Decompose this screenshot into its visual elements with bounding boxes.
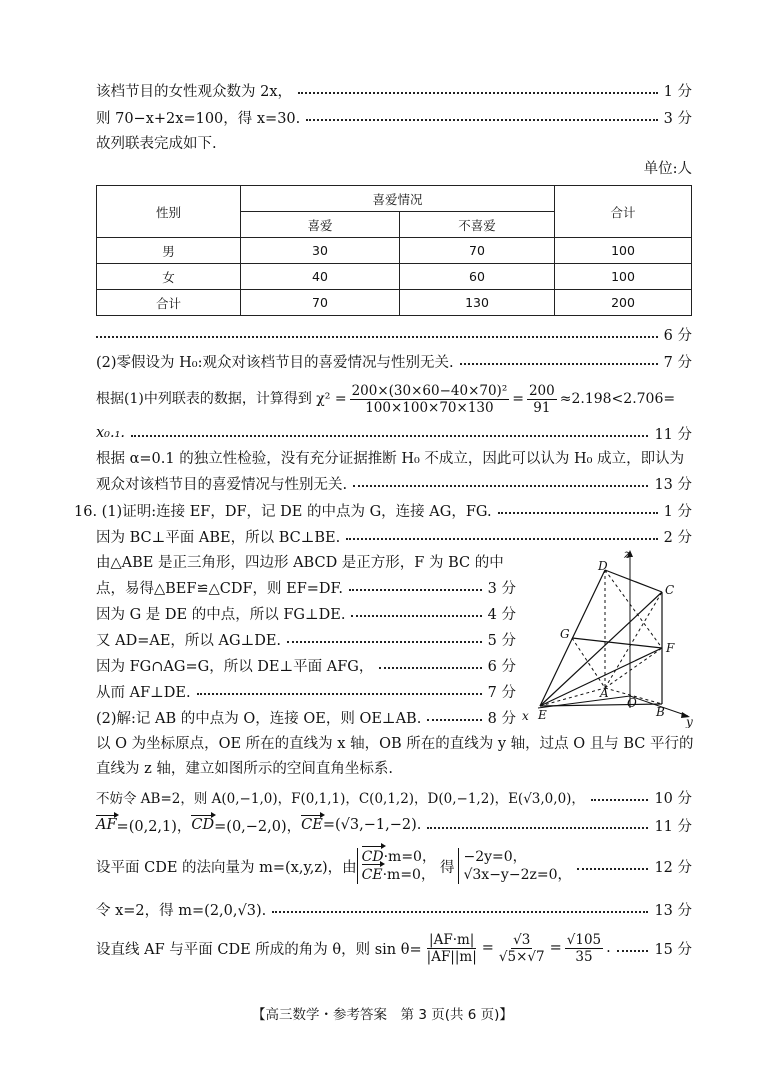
line-table-intro: 故列联表完成如下. [96, 136, 217, 152]
score: 1 分 [663, 83, 692, 100]
text: ·m=0， [382, 867, 435, 883]
score: 13 分 [654, 476, 692, 493]
numerator: 200×(30×60−40×70)² [351, 382, 508, 399]
score: 10 分 [654, 790, 692, 807]
score: 11 分 [654, 818, 692, 835]
text: 因为 G 是 DE 的中点，所以 FG⊥DE. [96, 606, 346, 623]
text: 从而 AF⊥DE. [96, 684, 191, 701]
text: √3x−y−2z=0， [463, 867, 572, 883]
cell: 100 [555, 238, 692, 264]
header-gender: 性别 [97, 186, 241, 238]
table-row [97, 264, 692, 290]
text: 设直线 AF 与平面 CDE 所成的角为 θ，则 sin θ= [96, 941, 422, 958]
text: 点，易得△BEF≌△CDF，则 EF=DF. [96, 580, 343, 597]
cell: 男 [97, 238, 241, 264]
denominator: |AF||m| [426, 948, 477, 965]
line-female-count [96, 80, 692, 100]
text: 该档节目的女性观众数为 2x， [96, 83, 293, 100]
denominator: 91 [533, 399, 551, 416]
q16-line-7 [96, 655, 516, 675]
text: = [549, 940, 562, 956]
vector-ce: CE [361, 867, 383, 883]
score: 3 分 [487, 580, 516, 597]
cell: 70 [400, 238, 555, 264]
label-B: B [656, 705, 665, 719]
vector-cd: CD [361, 849, 384, 865]
page-footer: 【高三数学・参考答案 第 3 页(共 6 页)】 [252, 1007, 513, 1023]
q16-line-5 [96, 603, 516, 623]
label-O: O [627, 696, 637, 710]
score: 7 分 [663, 354, 692, 371]
text: 不妨令 AB=2，则 A(0,−1,0)，F(0,1,1)，C(0,1,2)，D(0,−1,2)，E(√3,0,0)， [96, 791, 585, 807]
header-total: 合计 [555, 186, 692, 238]
q16-line-2 [96, 526, 692, 546]
q16-line-4 [96, 577, 516, 597]
q16-line-m [96, 899, 692, 919]
header-preference: 喜爱情况 [241, 186, 555, 212]
text: 令 x=2，得 m=(2,0,√3). [96, 902, 267, 919]
score: 3 分 [663, 110, 692, 127]
header-dislike: 不喜爱 [400, 212, 555, 238]
fraction-sin-1 [425, 932, 479, 965]
label-A: A [600, 686, 609, 700]
fraction-sin-2 [497, 932, 547, 965]
text: 观众对该档节目的喜爱情况与性别无关. [96, 476, 348, 493]
cell: 100 [555, 264, 692, 290]
line-chi-square [96, 382, 675, 416]
fraction-sin-3 [565, 932, 603, 965]
cell: 200 [555, 290, 692, 316]
numerator: √3 [513, 931, 531, 948]
q16-line-11: 直线为 z 轴，建立如图所示的空间直角坐标系. [96, 761, 393, 777]
fraction-result [527, 383, 557, 416]
vector-ce: CE [301, 817, 323, 833]
line-solve-x [96, 107, 692, 127]
text: −2y=0， [463, 849, 527, 865]
text: = [512, 391, 524, 407]
text: 根据(1)中列联表的数据，计算得到 χ² = [96, 391, 347, 407]
edge-DF [605, 570, 662, 648]
numerator: |AF·m| [429, 931, 475, 948]
header-like: 喜爱 [241, 212, 400, 238]
line-table-score [96, 324, 692, 344]
score: 8 分 [487, 710, 516, 727]
table-row [97, 238, 692, 264]
edge-GF [572, 638, 662, 648]
denominator: √5×√7 [498, 948, 545, 965]
score: 15 分 [654, 941, 692, 958]
score: 7 分 [487, 684, 516, 701]
edge-AF [605, 648, 662, 688]
score: 6 分 [663, 327, 692, 344]
text: = [481, 940, 494, 956]
score: 1 分 [663, 503, 692, 520]
score: 13 分 [654, 902, 692, 919]
text: 又 AD=AE，所以 AG⊥DE. [96, 632, 282, 649]
q16-line-10: 以 O 为坐标原点，OE 所在的直线为 x 轴，OB 所在的直线为 y 轴，过点 O 且与 BC 平行的 [96, 736, 694, 752]
score: 4 分 [487, 606, 516, 623]
label-y: y [686, 715, 693, 728]
label-D: D [598, 559, 608, 573]
denominator: 100×100×70×130 [365, 399, 494, 416]
cell: 合计 [97, 290, 241, 316]
score: 6 分 [487, 658, 516, 675]
table-row [97, 290, 692, 316]
label-x: x [522, 709, 529, 723]
score: 11 分 [654, 426, 692, 443]
text: (2)零假设为 H₀:观众对该档节目的喜爱情况与性别无关. [96, 354, 454, 371]
text: 16. (1)证明:连接 EF，DF，记 DE 的中点为 G，连接 AG，FG. [74, 503, 492, 520]
vector-cd: CD [191, 817, 215, 833]
text: =(0,2,1)， [116, 818, 192, 835]
numerator: 200 [528, 382, 555, 399]
edge-GA [572, 638, 605, 688]
cell: 130 [400, 290, 555, 316]
text: (2)解:记 AB 的中点为 O，连接 OE，则 OE⊥AB. [96, 710, 422, 727]
contingency-table [96, 185, 692, 316]
text: 则 70−x+2x=100，得 x=30. [96, 110, 301, 127]
text: 因为 BC⊥平面 ABE，所以 BC⊥BE. [96, 529, 341, 546]
label-C: C [665, 583, 675, 597]
label-F: F [666, 641, 675, 655]
vector-af: AF [96, 817, 117, 833]
q16-line-12 [96, 787, 692, 807]
q16-line-3: 由△ABE 是正三角形，四边形 ABCD 是正方形，F 为 BC 的中 [96, 555, 504, 571]
text: . [606, 940, 611, 956]
geometry-figure [520, 548, 700, 728]
cell: 70 [241, 290, 400, 316]
text: ≈2.198<2.706= [559, 391, 676, 407]
text: x₀.₁. [96, 425, 126, 441]
edge-AC [605, 592, 662, 688]
cell: 30 [241, 238, 400, 264]
q16-line-1 [74, 500, 692, 520]
line-conclusion-1: 根据 α=0.1 的独立性检验，没有充分证据推断 H₀ 不成立，因此可以认为 H₀ 成立，即认为 [96, 451, 685, 467]
unit-label: 单位:人 [643, 161, 692, 177]
q16-line-6 [96, 629, 516, 649]
line-conclusion-2 [96, 473, 692, 493]
score: 5 分 [487, 632, 516, 649]
score: 12 分 [654, 859, 692, 876]
text: 得 [439, 859, 455, 876]
fraction-chi [350, 383, 510, 416]
q16-line-sin [96, 928, 692, 968]
text: 因为 FG∩AG=G，所以 DE⊥平面 AFG， [96, 658, 374, 675]
q16-line-9 [96, 707, 516, 727]
q16-line-8 [96, 681, 516, 701]
cell: 40 [241, 264, 400, 290]
label-G: G [560, 627, 570, 641]
text: =(√3,−1,−2). [322, 817, 422, 833]
label-E: E [538, 708, 547, 722]
score: 2 分 [663, 529, 692, 546]
cell: 女 [97, 264, 241, 290]
q16-line-vectors [96, 815, 692, 835]
equation-system-1 [357, 848, 436, 884]
numerator: √105 [566, 931, 602, 948]
line-null-hypothesis [96, 351, 692, 371]
text: 设平面 CDE 的法向量为 m=(x,y,z)，由 [96, 859, 357, 876]
text: ·m=0， [383, 849, 436, 865]
label-z: z [624, 548, 631, 561]
cell: 60 [400, 264, 555, 290]
denominator: 35 [575, 948, 593, 965]
line-critical-value [96, 423, 692, 443]
equation-system-2 [458, 848, 571, 884]
text: =(0,−2,0)， [214, 818, 302, 835]
q16-line-normal [96, 847, 692, 885]
